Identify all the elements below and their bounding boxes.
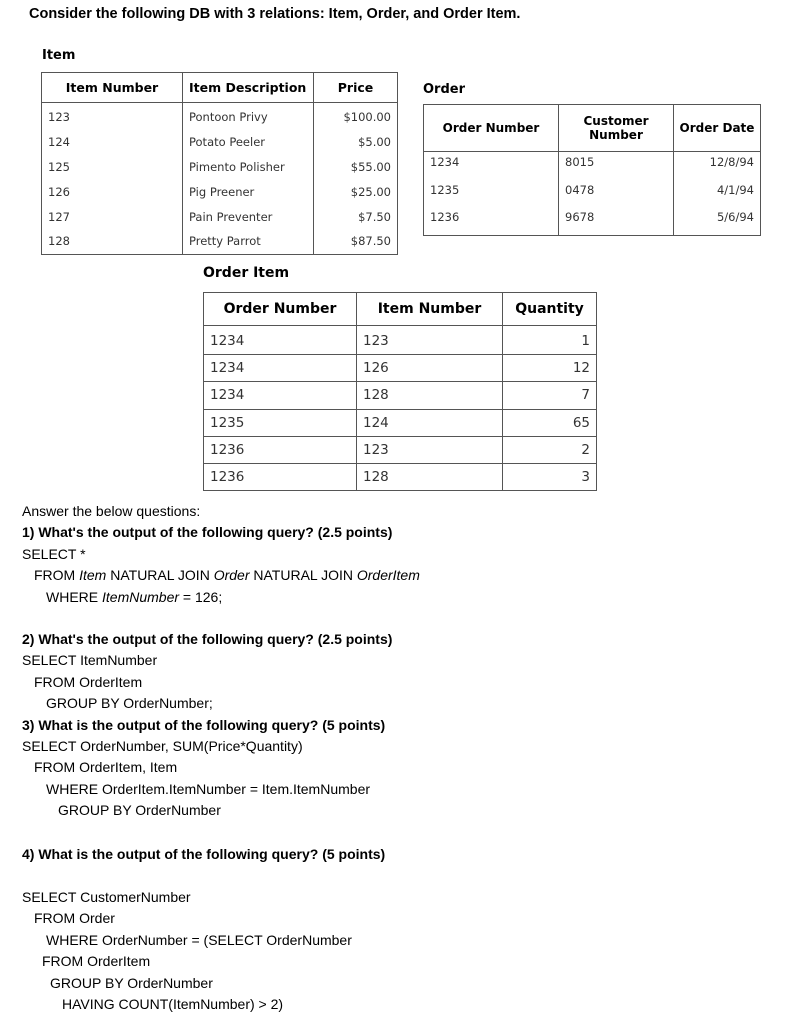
- questions-intro: Answer the below questions:: [22, 503, 201, 519]
- table-cell: 8015: [559, 152, 674, 180]
- table-cell: 1236: [424, 207, 559, 235]
- questions-block: [22, 501, 420, 608]
- table-cell: 128: [357, 463, 503, 490]
- query-line: SELECT *: [22, 545, 86, 562]
- table-row: [42, 204, 398, 229]
- table-cell: Pretty Parrot: [183, 229, 314, 254]
- intro-text: Consider the following DB with 3 relations: Item, Order, and Order Item.: [29, 6, 521, 22]
- table-cell: 125: [42, 155, 183, 180]
- query-line: FROM OrderItem: [42, 953, 151, 970]
- query-line: SELECT CustomerNumber: [22, 889, 191, 905]
- table-row: [424, 180, 761, 208]
- column-header: Quantity: [503, 293, 597, 326]
- query-line: GROUP BY OrderNumber: [50, 974, 213, 991]
- column-header: Item Number: [357, 293, 503, 326]
- table-cell: 128: [357, 382, 503, 409]
- table-cell: $5.00: [314, 130, 398, 155]
- item-table-label: Item: [42, 48, 76, 63]
- table-cell: 5/6/94: [674, 207, 761, 235]
- table-cell: Pain Preventer: [183, 204, 314, 229]
- column-header: Customer Number: [559, 105, 674, 152]
- table-cell: 123: [357, 436, 503, 463]
- question-2-title: 2) What's the output of the following query? (2.5 points): [22, 631, 393, 647]
- table-row: [204, 436, 597, 463]
- table-row: [204, 463, 597, 490]
- table-row: [204, 355, 597, 382]
- table-cell: $87.50: [314, 229, 398, 254]
- orderitem-table: [203, 292, 597, 491]
- table-cell: 126: [42, 179, 183, 204]
- table-cell: 1234: [424, 152, 559, 180]
- table-row: [204, 382, 597, 409]
- query-line: WHERE OrderItem.ItemNumber = Item.ItemNumber: [46, 780, 371, 797]
- table-cell: 9678: [559, 207, 674, 235]
- table-row: [424, 152, 761, 180]
- question-2-block: [22, 629, 392, 822]
- table-cell: Pontoon Privy: [183, 103, 314, 130]
- query-line: SELECT OrderNumber, SUM(Price*Quantity): [22, 738, 303, 755]
- query-line: GROUP BY OrderNumber: [58, 802, 221, 819]
- question-4-title: 4) What is the output of the following query? (5 points): [22, 846, 386, 862]
- table-cell: 1235: [424, 180, 559, 208]
- question-1-title: 1) What's the output of the following query? (2.5 points): [22, 524, 393, 541]
- table-cell: 1234: [204, 355, 357, 382]
- table-cell: 0478: [559, 180, 674, 208]
- query-line: FROM Item NATURAL JOIN Order NATURAL JOIN OrderItem: [34, 567, 420, 584]
- table-cell: $25.00: [314, 179, 398, 204]
- table-row: [42, 130, 398, 155]
- query-line: FROM OrderItem: [34, 673, 143, 690]
- table-row: [424, 207, 761, 235]
- table-row: [204, 409, 597, 436]
- query-line: FROM Order: [34, 910, 115, 927]
- table-cell: 128: [42, 229, 183, 254]
- table-cell: 127: [42, 204, 183, 229]
- table-cell: 126: [357, 355, 503, 382]
- table-cell: $100.00: [314, 103, 398, 130]
- table-cell: 2: [503, 436, 597, 463]
- table-cell: 124: [357, 409, 503, 436]
- query-line: FROM OrderItem, Item: [34, 759, 178, 776]
- table-cell: Potato Peeler: [183, 130, 314, 155]
- table-row: [42, 179, 398, 204]
- table-cell: 65: [503, 409, 597, 436]
- table-cell: 7: [503, 382, 597, 409]
- table-cell: 1235: [204, 409, 357, 436]
- table-cell: 12/8/94: [674, 152, 761, 180]
- column-header: Price: [314, 73, 398, 103]
- query-line: SELECT ItemNumber: [22, 652, 158, 669]
- table-row: [42, 103, 398, 130]
- item-table: [41, 72, 398, 255]
- table-row: [42, 229, 398, 254]
- column-header: Item Number: [42, 73, 183, 103]
- query-line: WHERE OrderNumber = (SELECT OrderNumber: [46, 931, 352, 948]
- table-cell: 124: [42, 130, 183, 155]
- order-table-label: Order: [423, 82, 465, 97]
- table-cell: Pimento Polisher: [183, 155, 314, 180]
- table-cell: 1236: [204, 436, 357, 463]
- table-cell: 12: [503, 355, 597, 382]
- table-cell: $7.50: [314, 204, 398, 229]
- question-3-title: 3) What is the output of the following query? (5 points): [22, 716, 386, 733]
- table-cell: Pig Preener: [183, 179, 314, 204]
- question-4-query: [22, 887, 352, 1015]
- column-header: Item Description: [183, 73, 314, 103]
- table-cell: 4/1/94: [674, 180, 761, 208]
- question-4-block: [22, 844, 385, 865]
- query-line: GROUP BY OrderNumber;: [46, 695, 213, 712]
- column-header: Order Number: [424, 105, 559, 152]
- table-cell: 123: [357, 326, 503, 355]
- table-cell: 1236: [204, 463, 357, 490]
- column-header: Order Date: [674, 105, 761, 152]
- table-cell: $55.00: [314, 155, 398, 180]
- table-cell: 1234: [204, 382, 357, 409]
- orderitem-table-label: Order Item: [203, 265, 290, 281]
- table-cell: 1: [503, 326, 597, 355]
- query-line: HAVING COUNT(ItemNumber) > 2): [62, 996, 284, 1013]
- table-row: [42, 155, 398, 180]
- order-table: [423, 104, 761, 236]
- query-line: WHERE ItemNumber = 126;: [46, 588, 223, 605]
- table-row: [204, 326, 597, 355]
- table-cell: 1234: [204, 326, 357, 355]
- table-cell: 123: [42, 103, 183, 130]
- table-cell: 3: [503, 463, 597, 490]
- column-header: Order Number: [204, 293, 357, 326]
